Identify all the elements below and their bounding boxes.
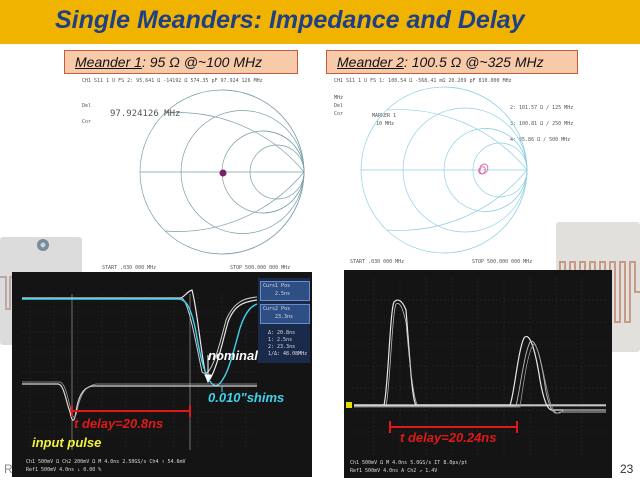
readout-3: 2: 23.3ns: [268, 344, 296, 350]
vna2-side-2: Del: [334, 103, 344, 109]
scope2-footer-2: Ref1 500mV 4.0ns A Ch2 ↗ 1.4V: [350, 468, 438, 474]
vna1-stop: STOP 500.000 000 MHz: [230, 265, 291, 271]
impedance-trace-1: [220, 170, 227, 177]
readout-1: Δ: 20.8ns: [268, 330, 296, 336]
annot-nominal: nominal: [208, 348, 258, 363]
vna1-start: START .030 000 MHz: [102, 265, 157, 271]
vna1-side-2: Cor: [82, 119, 92, 125]
vna2-start: START .030 000 MHz: [350, 259, 405, 265]
vna1-header: CH1 S11 1 U FS 2: 95.641 Ω -14192 Ω 574.35 pF 97.924 126 MHz: [82, 78, 263, 84]
annot-input-pulse: input pulse: [32, 435, 102, 450]
scope2-footer-1: Ch1 500mV Ω M 4.0ns 5.0GS/s IT 8.0ps/pt: [350, 460, 468, 466]
scope1-footer-2: Ref1 500mV 4.0ns ↓ 0.00 %: [26, 467, 102, 473]
vna2-header: CH1 S11 1 U FS 1: 100.54 Ω -568.41 mΩ 20.209 pF 810.000 MHz: [334, 78, 512, 84]
vna1-marker-readout: 97.924126 MHz: [110, 109, 181, 119]
curs1-button[interactable]: [260, 281, 310, 301]
cursor-panel: [258, 278, 310, 363]
vna2-side-3: Cor: [334, 111, 344, 117]
readout-2: 1: 2.5ns: [268, 337, 293, 343]
scope1-footer-1: Ch1 500mV Ω Ch2 200mV Ω M 4.0ns 2.50GS/s Ch4 ↑ 54.6mV: [26, 459, 186, 465]
curs1-value: 2.5ns: [275, 291, 291, 297]
vna2-value-1: 2: 101.57 Ω / 125 MHz: [510, 105, 574, 111]
vna2-value-2: 3: 100.81 Ω / 250 MHz: [510, 121, 574, 127]
smith-chart-2: [332, 75, 558, 268]
page-number: 23: [620, 462, 634, 476]
vna-smith-chart-2: [332, 75, 574, 268]
curs2-value: 23.3ns: [275, 314, 294, 320]
vna-smith-chart-1: [80, 75, 305, 275]
vna2-marker-2: 10 MHz: [376, 121, 395, 127]
oscilloscope-1: [12, 272, 312, 477]
meander2-spec: : 100.5 Ω @~325 MHz: [403, 54, 544, 70]
annot-delay-2: t delay=20.24ns: [400, 430, 497, 445]
vna2-value-3: 4: 95.86 Ω / 500 MHz: [510, 137, 571, 143]
annot-delay-1: t delay=20.8ns: [74, 416, 164, 431]
meander2-name: Meander 2: [337, 54, 404, 70]
slide-title: Single Meanders: Impedance and Delay: [55, 6, 525, 34]
curs2-label: Curs2 Pos: [263, 306, 291, 312]
curs1-label: Curs1 Pos: [263, 283, 291, 289]
vna2-side-1: MHz: [334, 95, 344, 101]
vna2-stop: STOP 500.000 000 MHz: [472, 259, 533, 265]
smith-chart-1: [80, 75, 305, 275]
meander2-label: [326, 50, 578, 74]
meander1-label: [64, 50, 298, 74]
readout-4: 1/Δ: 48.08MHz: [268, 351, 308, 357]
scope2-grid: [344, 270, 612, 478]
scope2-input-trace: [354, 300, 606, 405]
annot-shims: 0.010"shims: [208, 390, 285, 405]
footer-left: R: [4, 462, 13, 476]
meander1-spec: : 95 Ω @~100 MHz: [141, 54, 263, 70]
meander1-name: Meander 1: [75, 54, 142, 70]
vna1-side-1: Del: [82, 103, 92, 109]
oscilloscope-2: [344, 270, 612, 478]
curs2-button[interactable]: [260, 304, 310, 324]
vna2-marker-1: MARKER 1: [372, 113, 397, 119]
scope2-output-trace: [354, 336, 606, 410]
impedance-trace-2: [479, 164, 488, 174]
